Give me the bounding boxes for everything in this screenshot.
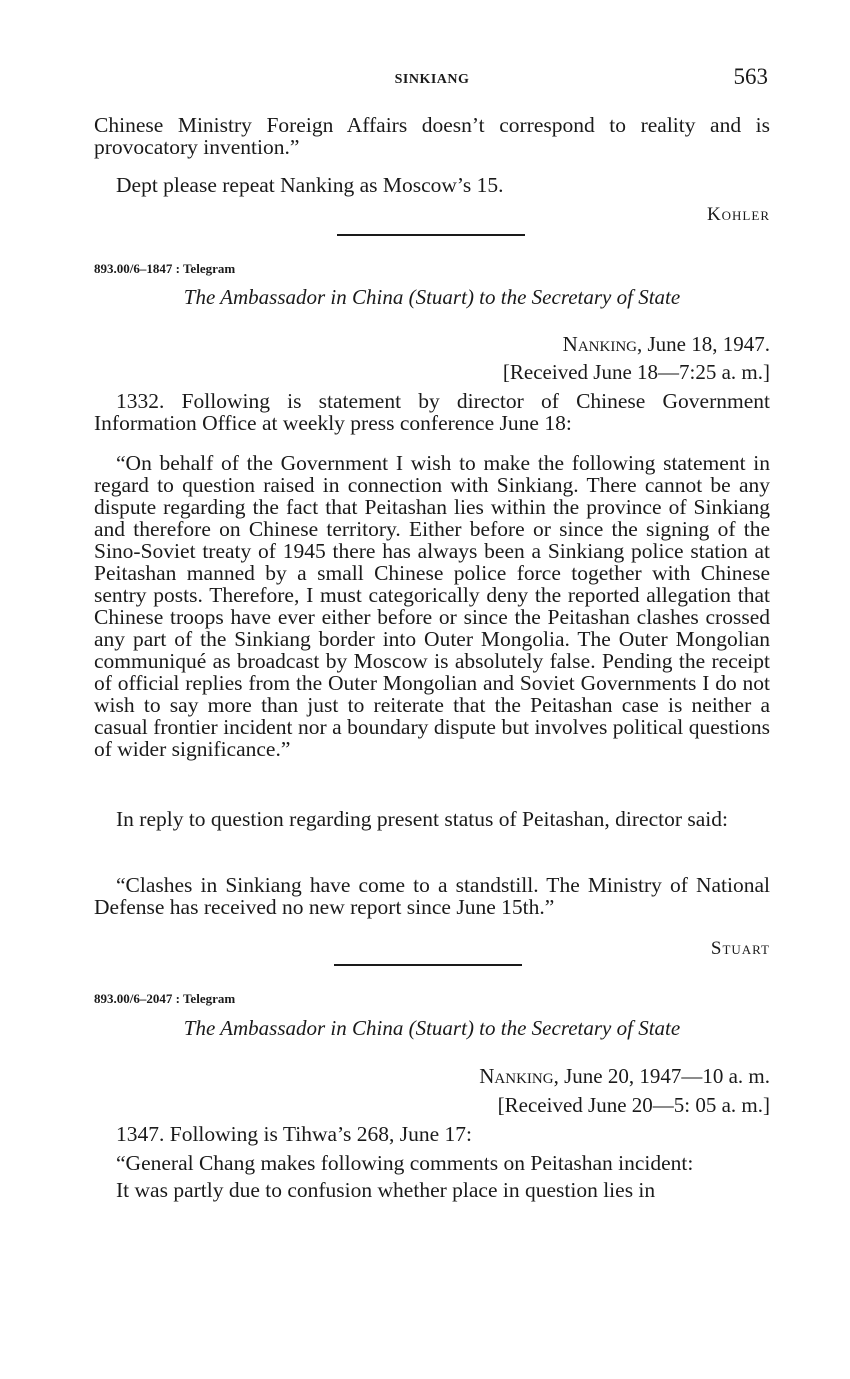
comment-body-block <box>94 1179 770 1201</box>
dateline-2 <box>479 1063 770 1089</box>
comment-intro-block <box>94 1152 770 1174</box>
comment-intro: “General Chang makes following comments on Peitashan incident: <box>116 1151 694 1175</box>
signature-stuart: Stuart <box>710 938 770 959</box>
reply-text <box>94 808 770 830</box>
section-divider <box>337 234 525 236</box>
intro-paragraph-2: 1347. Following is Tihwa’s 268, June 17: <box>116 1122 472 1146</box>
dateline-place: Nanking <box>562 332 637 356</box>
comment-body: It was partly due to confusion whether place in question lies in <box>116 1178 656 1202</box>
reply-paragraph: In reply to question regarding present status of Peitashan, director said: <box>116 807 728 831</box>
dateline <box>563 331 770 357</box>
dateline-date: , June 18, 1947. <box>637 332 770 356</box>
continuation-text <box>94 114 770 158</box>
document-title: The Ambassador in China (Stuart) to the Secretary of State <box>183 285 681 309</box>
received-line: [Received June 18—7:25 a. m.] <box>502 360 770 384</box>
statement-quote-block <box>94 452 770 760</box>
statement-quote: “On behalf of the Government I wish to make the following statement in regard to question raised in connection with Sinkiang. There cannot be any dispute regarding the fact that Peitashan lies within the province of Sinkiang and therefore on Chinese territory. Either before or since the signing of the Sino-Soviet treaty of 1945 there has always been a Sinkiang police station at Peitashan manned by a small Chinese police force together with Chinese sentry posts. Therefore, I must categorically deny the reported allegation that Chinese troops have ever either before or since the Peitashan clashes crossed any part of the Sinkiang border into Outer Mongolia. The Outer Mongolian communiqué as broadcast by Moscow is absolutely false. Pending the receipt of official replies from the Outer Mongolian and Soviet Governments I do not wish to say more than just to reiterate that the Peitashan case is neither a casual frontier incident nor a boundary dispute but involves political questions of wider significance.” <box>94 451 770 761</box>
dateline-date-2: , June 20, 1947—10 a. m. <box>553 1064 770 1088</box>
signature-kohler-block <box>94 202 770 226</box>
request-paragraph: Dept please repeat Nanking as Moscow’s 15. <box>116 173 504 197</box>
standstill-quote: “Clashes in Sinkiang have come to a standstill. The Ministry of National Defense has received no new report since June 15th.” <box>94 873 770 919</box>
continuation-paragraph: Chinese Ministry Foreign Affairs doesn’t correspond to reality and is provocatory invention.” <box>94 113 770 159</box>
section-divider-2 <box>334 964 522 966</box>
standstill-quote-block <box>94 874 770 918</box>
document-title-2: The Ambassador in China (Stuart) to the Secretary of State <box>183 1016 681 1040</box>
signature-stuart-block <box>94 936 770 960</box>
telegram-body-1 <box>94 390 770 434</box>
received-line-2: [Received June 20—5: 05 a. m.] <box>497 1093 770 1117</box>
dateline-place-2: Nanking <box>479 1064 554 1088</box>
document-reference: 893.00/6–1847 : Telegram <box>94 261 236 276</box>
running-head: SINKIANG <box>394 72 470 87</box>
page-number: 563 <box>733 64 768 89</box>
telegram-body-2 <box>94 1123 770 1145</box>
page-header <box>94 64 770 94</box>
request-text <box>94 174 770 196</box>
intro-paragraph: 1332. Following is statement by director of Chinese Government Information Office at weekly press conference June 18: <box>94 389 770 435</box>
document-reference-2: 893.00/6–2047 : Telegram <box>94 991 236 1006</box>
signature-kohler: Kohler <box>706 204 770 225</box>
